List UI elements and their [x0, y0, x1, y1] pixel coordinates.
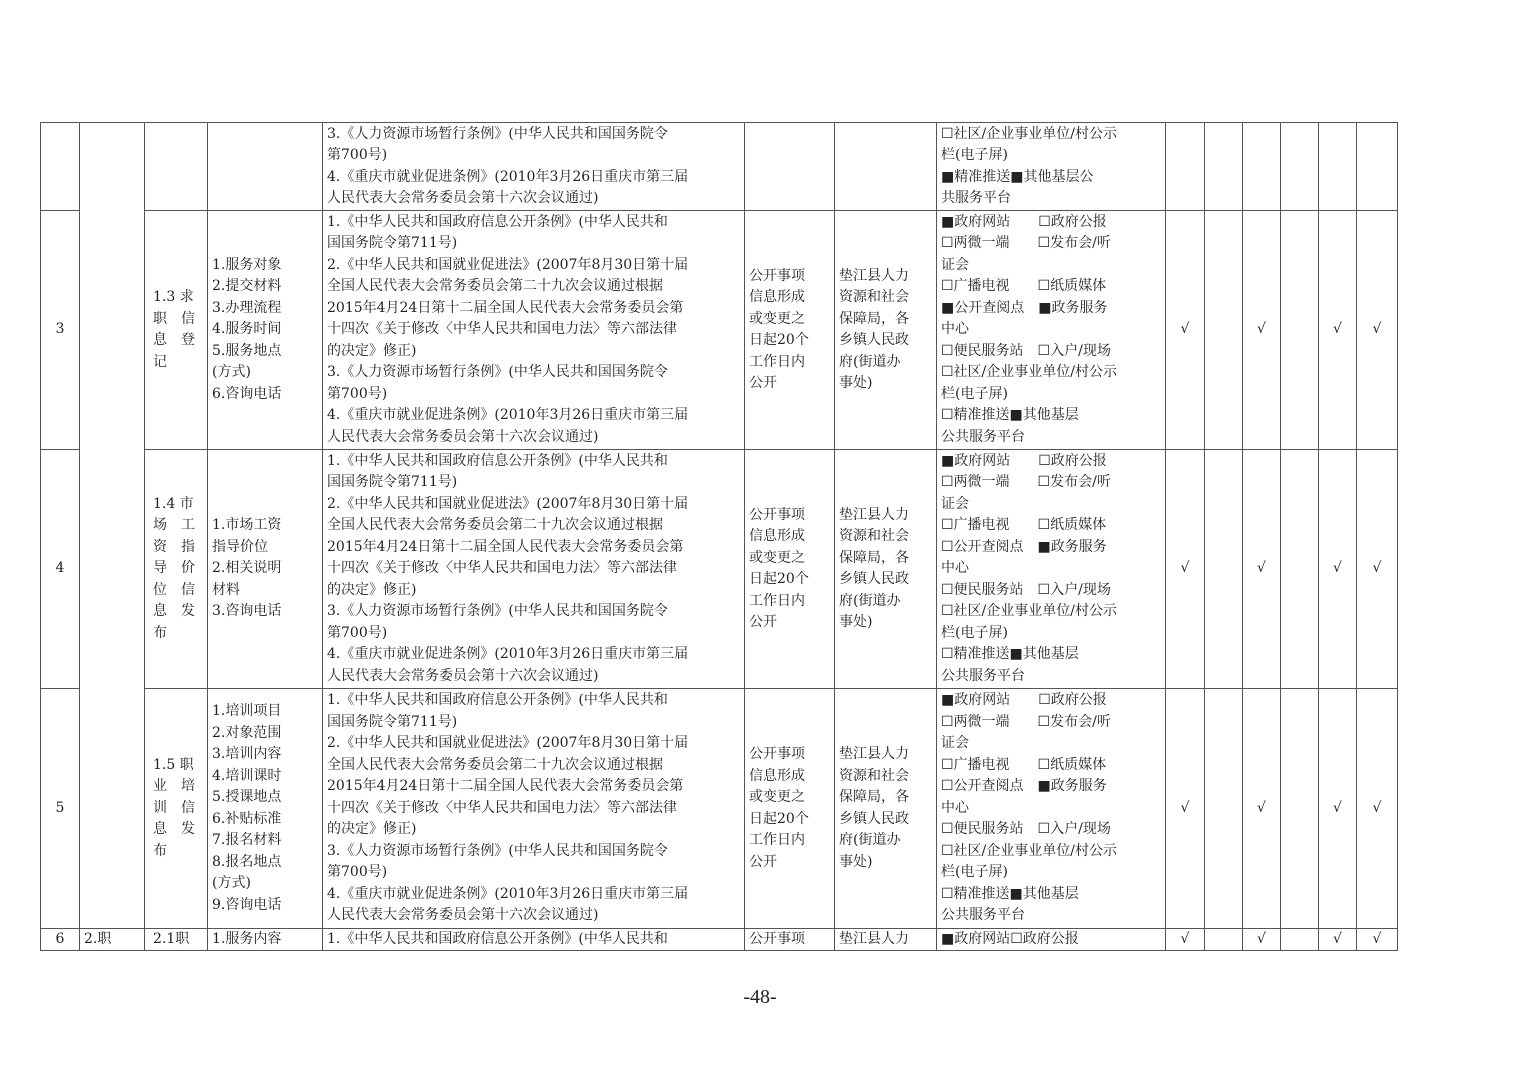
check-cell: √	[1243, 450, 1281, 689]
cell-line: 日起20个	[749, 810, 809, 827]
time-limit-cell	[745, 123, 835, 211]
cell-line: ☐两微一端 ☐发布会/听	[941, 713, 1111, 730]
check-cell	[1281, 450, 1319, 689]
table-row	[41, 211, 1398, 450]
cell-line: 资 指	[153, 538, 195, 555]
cell-line: 人民代表大会常务委员会第十六次会议通过)	[327, 667, 599, 684]
check-cell	[1205, 211, 1243, 450]
cell-line: 第700号)	[327, 385, 388, 402]
subject-cell	[835, 929, 937, 951]
cell-line: 全国人民代表大会常务委员会第二十九次会议通过根据	[327, 517, 663, 534]
cell-line: 乡镇人民政	[839, 810, 909, 827]
item-cell	[145, 211, 208, 450]
cell-line: 4.《重庆市就业促进条例》(2010年3月26日重庆市第三届	[327, 168, 689, 185]
cell-line: 1.市场工资	[212, 517, 282, 534]
cell-line: 栏(电子屏)	[941, 147, 1008, 163]
cell-line: 工作日内	[749, 353, 805, 370]
cell-line: 2.提交材料	[212, 278, 282, 295]
cell-line: 全国人民代表大会常务委员会第二十九次会议通过根据	[327, 278, 663, 295]
channel-cell	[937, 211, 1166, 450]
cell-line: 中心	[941, 799, 969, 816]
cell-line: 1.5 职	[153, 756, 194, 773]
cell-line: 证会	[941, 735, 969, 752]
cell-line: 或变更之	[749, 789, 805, 805]
cell-line: 栏(电子屏)	[941, 624, 1008, 641]
cell-line: 材料	[212, 581, 240, 598]
cell-line: 3.办理流程	[212, 299, 282, 316]
cell-line: 栏(电子屏)	[941, 385, 1008, 402]
item-cell	[145, 689, 208, 929]
cell-line: 训 信	[153, 799, 195, 816]
cell-line: ☐便民服务站 ☐入户/现场	[941, 581, 1111, 598]
cell-line: (方式)	[212, 364, 251, 381]
cell-line: 记	[153, 353, 167, 370]
check-cell: √	[1319, 929, 1357, 951]
cell-line: 公开事项	[749, 931, 805, 947]
cell-line: 6.补贴标准	[212, 810, 282, 827]
cell-line: 6.咨询电话	[212, 385, 282, 402]
cell-line: 2015年4月24日第十二届全国人民代表大会常务委员会第	[327, 299, 684, 316]
cell-line: 十四次《关于修改〈中华人民共和国电力法〉等六部法律	[327, 560, 677, 577]
cell-line: 3.培训内容	[212, 746, 282, 762]
cell-line: 2.《中华人民共和国就业促进法》(2007年8月30日第十届	[327, 495, 689, 512]
check-cell	[1357, 123, 1398, 211]
table-row	[41, 123, 1398, 211]
cell-line: ☐社区/企业事业单位/村公示	[941, 603, 1117, 620]
cell-line: 信息形成	[749, 528, 805, 544]
table-row	[41, 450, 1398, 689]
channel-cell	[937, 929, 1166, 951]
cell-line: 公共服务平台	[941, 907, 1025, 924]
row-number-cell	[41, 123, 80, 211]
cell-line: 公共服务平台	[941, 667, 1025, 684]
disclosure-table	[40, 122, 1398, 951]
cell-line: 公开事项	[749, 267, 805, 284]
cell-line: 国国务院令第711号)	[327, 713, 458, 730]
cell-line: ☐社区/企业事业单位/村公示	[941, 842, 1117, 859]
channel-cell	[937, 689, 1166, 929]
check-cell	[1166, 123, 1205, 211]
cell-line: 第700号)	[327, 864, 388, 881]
cell-line: 资源和社会	[839, 289, 909, 305]
table-row	[41, 929, 1398, 951]
cell-line: 3.《人力资源市场暂行条例》(中华人民共和国国务院令	[327, 364, 668, 381]
cell-line: ☐公开查阅点 ■政务服务	[941, 538, 1107, 555]
cell-line: 9.咨询电话	[212, 896, 282, 913]
check-cell: √	[1166, 450, 1205, 689]
cell-line: 3.《人力资源市场暂行条例》(中华人民共和国国务院令	[327, 603, 668, 620]
row-number-cell: 4	[41, 450, 80, 689]
cell-line: 布	[153, 842, 167, 859]
cell-line: 保障局，各	[839, 310, 909, 327]
cell-line: 十四次《关于修改〈中华人民共和国电力法〉等六部法律	[327, 321, 677, 338]
cell-line: 国国务院令第711号)	[327, 235, 458, 252]
content-cell	[208, 211, 323, 450]
cell-line: ■精准推送■其他基层公	[941, 168, 1094, 185]
cell-line: 或变更之	[749, 310, 805, 327]
check-cell	[1205, 929, 1243, 951]
check-cell: √	[1166, 929, 1205, 951]
row-number-cell: 6	[41, 929, 80, 951]
cell-line: 共服务平台	[941, 190, 1011, 206]
cell-line: 4.《重庆市就业促进条例》(2010年3月26日重庆市第三届	[327, 885, 689, 902]
cell-line: 1.服务内容	[212, 931, 282, 947]
cell-line: 证会	[941, 495, 969, 512]
cell-line: 3.《人力资源市场暂行条例》(中华人民共和国国务院令	[327, 842, 668, 859]
check-cell: √	[1319, 211, 1357, 450]
check-cell: √	[1243, 689, 1281, 929]
cell-line: 乡镇人民政	[839, 332, 909, 348]
basis-cell	[323, 929, 745, 951]
time-limit-cell	[745, 450, 835, 689]
time-limit-cell	[745, 211, 835, 450]
subject-cell	[835, 211, 937, 450]
cell-line: 布	[153, 624, 167, 641]
content-cell	[208, 929, 323, 951]
cell-line: 1.《中华人民共和国政府信息公开条例》(中华人民共和	[327, 452, 668, 469]
cell-line: 国国务院令第711号)	[327, 474, 458, 491]
subject-cell	[835, 123, 937, 211]
cell-line: 息 发	[153, 821, 195, 838]
check-cell	[1281, 689, 1319, 929]
cell-line: 的决定》修正)	[327, 821, 417, 838]
cell-line: 5.授课地点	[212, 789, 282, 805]
category-cell: 2.职	[80, 929, 145, 951]
cell-line: ☐社区/企业事业单位/村公示	[941, 364, 1117, 381]
basis-cell	[323, 689, 745, 929]
cell-line: 中心	[941, 560, 969, 577]
table-row	[41, 689, 1398, 929]
check-cell	[1281, 929, 1319, 951]
content-cell	[208, 123, 323, 211]
cell-line: 2.1职	[153, 931, 190, 947]
subject-cell	[835, 689, 937, 929]
cell-line: 日起20个	[749, 332, 809, 348]
row-number-cell: 3	[41, 211, 80, 450]
cell-line: ☐两微一端 ☐发布会/听	[941, 474, 1111, 491]
cell-line: 4.《重庆市就业促进条例》(2010年3月26日重庆市第三届	[327, 407, 689, 424]
cell-line: 1.培训项目	[212, 703, 282, 719]
cell-line: 乡镇人民政	[839, 571, 909, 587]
cell-line: 日起20个	[749, 571, 809, 587]
cell-line: 2015年4月24日第十二届全国人民代表大会常务委员会第	[327, 778, 684, 795]
cell-line: 4.培训课时	[212, 767, 282, 784]
cell-line: ☐便民服务站 ☐入户/现场	[941, 821, 1111, 838]
cell-line: 事处)	[839, 375, 873, 391]
cell-line: 栏(电子屏)	[941, 864, 1008, 881]
cell-line: 位 信	[153, 581, 195, 598]
cell-line: 的决定》修正)	[327, 581, 417, 598]
cell-line: ☐便民服务站 ☐入户/现场	[941, 342, 1111, 359]
cell-line: 府(街道办	[839, 592, 901, 609]
check-cell	[1205, 123, 1243, 211]
check-cell: √	[1319, 450, 1357, 689]
cell-line: 公开	[749, 375, 777, 391]
cell-line: 垫江县人力	[839, 931, 909, 947]
cell-line: 5.服务地点	[212, 342, 282, 359]
check-cell: √	[1243, 929, 1281, 951]
cell-line: 信息形成	[749, 767, 805, 784]
cell-line: 事处)	[839, 853, 873, 870]
cell-line: 第700号)	[327, 624, 388, 641]
check-cell	[1243, 123, 1281, 211]
time-limit-cell	[745, 929, 835, 951]
cell-line: 事处)	[839, 614, 873, 630]
channel-cell	[937, 123, 1166, 211]
cell-line: ☐精准推送■其他基层	[941, 646, 1079, 663]
item-cell	[145, 450, 208, 689]
cell-line: 7.报名材料	[212, 832, 282, 848]
cell-line: 公共服务平台	[941, 428, 1025, 445]
cell-line: ■政府网站 ☐政府公报	[941, 213, 1107, 230]
cell-line: (方式)	[212, 875, 251, 891]
cell-line: 3.咨询电话	[212, 603, 282, 620]
subject-cell	[835, 450, 937, 689]
cell-line: 1.《中华人民共和国政府信息公开条例》(中华人民共和	[327, 692, 668, 709]
check-cell	[1281, 123, 1319, 211]
cell-line: 业 培	[153, 778, 195, 795]
cell-line: 垫江县人力	[839, 267, 909, 284]
check-cell	[1205, 689, 1243, 929]
cell-line: 人民代表大会常务委员会第十六次会议通过)	[327, 907, 599, 924]
cell-line: 公开事项	[749, 746, 805, 762]
cell-line: 工作日内	[749, 832, 805, 848]
cell-line: ☐广播电视 ☐纸质媒体	[941, 517, 1107, 534]
content-cell	[208, 450, 323, 689]
basis-cell	[323, 211, 745, 450]
content-cell	[208, 689, 323, 929]
cell-line: 2.《中华人民共和国就业促进法》(2007年8月30日第十届	[327, 735, 689, 752]
time-limit-cell	[745, 689, 835, 929]
cell-line: 全国人民代表大会常务委员会第二十九次会议通过根据	[327, 756, 663, 773]
check-cell	[1319, 123, 1357, 211]
cell-line: 中心	[941, 321, 969, 338]
cell-line: ☐公开查阅点 ■政务服务	[941, 778, 1107, 795]
cell-line: 保障局，各	[839, 789, 909, 805]
page-number: -48-	[743, 986, 777, 1008]
cell-line: 公开	[749, 614, 777, 630]
cell-line: 1.3 求	[153, 289, 194, 305]
cell-line: ■公开查阅点 ■政务服务	[941, 299, 1108, 316]
cell-line: 公开事项	[749, 506, 805, 523]
cell-line: 信息形成	[749, 289, 805, 305]
check-cell	[1205, 450, 1243, 689]
check-cell: √	[1243, 211, 1281, 450]
cell-line: 导 价	[153, 560, 195, 577]
cell-line: 垫江县人力	[839, 506, 909, 523]
check-cell: √	[1166, 689, 1205, 929]
cell-line: 1.《中华人民共和国政府信息公开条例》(中华人民共和	[327, 213, 668, 230]
cell-line: 2.相关说明	[212, 560, 282, 577]
cell-line: 人民代表大会常务委员会第十六次会议通过)	[327, 428, 599, 445]
cell-line: 公开	[749, 853, 777, 870]
basis-cell	[323, 450, 745, 689]
check-cell: √	[1166, 211, 1205, 450]
cell-line: 息 登	[153, 332, 195, 348]
cell-line: 4.《重庆市就业促进条例》(2010年3月26日重庆市第三届	[327, 646, 689, 663]
cell-line: 场 工	[153, 517, 195, 534]
cell-line: 2015年4月24日第十二届全国人民代表大会常务委员会第	[327, 538, 684, 555]
check-cell	[1281, 211, 1319, 450]
cell-line: 职 信	[153, 310, 195, 327]
cell-line: 府(街道办	[839, 353, 901, 370]
cell-line: ☐广播电视 ☐纸质媒体	[941, 278, 1107, 295]
cell-line: 资源和社会	[839, 767, 909, 784]
cell-line: ■政府网站☐政府公报	[941, 931, 1079, 947]
cell-line: 1.《中华人民共和国政府信息公开条例》(中华人民共和	[327, 931, 668, 947]
cell-line: ■政府网站 ☐政府公报	[941, 692, 1107, 709]
item-cell	[145, 929, 208, 951]
category-cell	[80, 123, 145, 929]
cell-line: 十四次《关于修改〈中华人民共和国电力法〉等六部法律	[327, 799, 677, 816]
cell-line: 指导价位	[212, 538, 268, 555]
cell-line: ☐社区/企业事业单位/村公示	[941, 125, 1117, 142]
cell-line: 垫江县人力	[839, 746, 909, 762]
cell-line: 证会	[941, 256, 969, 273]
cell-line: 或变更之	[749, 549, 805, 566]
cell-line: 工作日内	[749, 592, 805, 609]
cell-line: ■政府网站 ☐政府公报	[941, 452, 1107, 469]
row-number-cell: 5	[41, 689, 80, 929]
cell-line: ☐精准推送■其他基层	[941, 407, 1079, 424]
cell-line: ☐两微一端 ☐发布会/听	[941, 235, 1111, 252]
check-cell: √	[1357, 211, 1398, 450]
cell-line: 2.《中华人民共和国就业促进法》(2007年8月30日第十届	[327, 256, 689, 273]
cell-line: 的决定》修正)	[327, 342, 417, 359]
cell-line: 资源和社会	[839, 528, 909, 544]
cell-line: 1.4 市	[153, 495, 194, 512]
cell-line: 第700号)	[327, 147, 388, 163]
cell-line: 息 发	[153, 603, 195, 620]
channel-cell	[937, 450, 1166, 689]
item-cell	[145, 123, 208, 211]
cell-line: ☐广播电视 ☐纸质媒体	[941, 756, 1107, 773]
cell-line: 人民代表大会常务委员会第十六次会议通过)	[327, 190, 599, 206]
cell-line: 3.《人力资源市场暂行条例》(中华人民共和国国务院令	[327, 125, 668, 142]
check-cell: √	[1357, 450, 1398, 689]
cell-line: 2.对象范围	[212, 724, 282, 741]
check-cell: √	[1357, 929, 1398, 951]
cell-line: 1.服务对象	[212, 256, 282, 273]
cell-line: 府(街道办	[839, 832, 901, 848]
basis-cell	[323, 123, 745, 211]
check-cell: √	[1319, 689, 1357, 929]
cell-line: 4.服务时间	[212, 321, 282, 338]
cell-line: ☐精准推送■其他基层	[941, 885, 1079, 902]
cell-line: 保障局，各	[839, 549, 909, 566]
cell-line: 8.报名地点	[212, 853, 282, 870]
check-cell: √	[1357, 689, 1398, 929]
table-body	[41, 123, 1398, 951]
